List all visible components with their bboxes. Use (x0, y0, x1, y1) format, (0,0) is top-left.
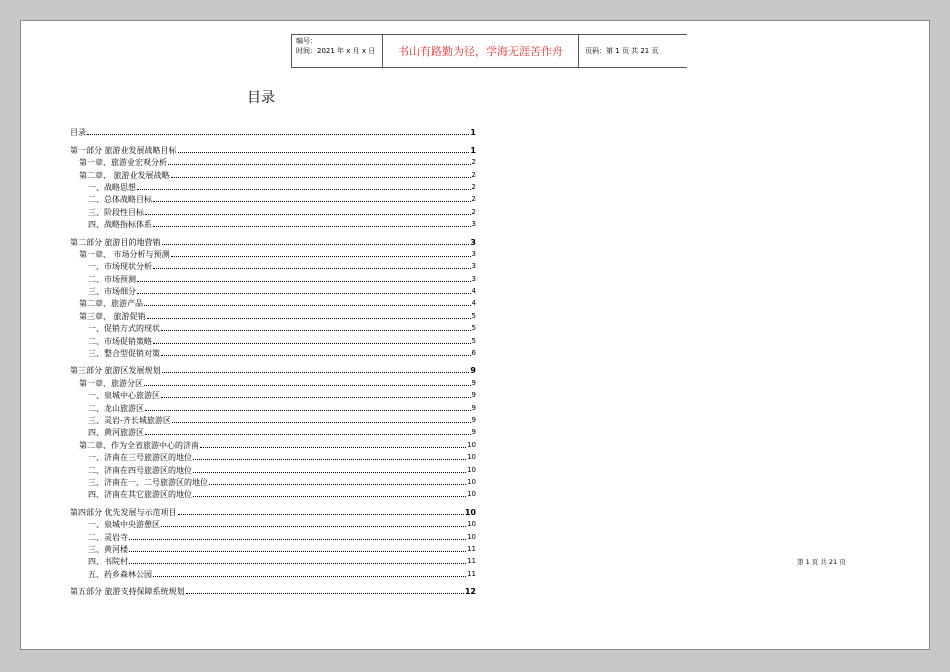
toc-entry-label: 三、市场细分 (88, 287, 136, 297)
toc-entry-label: 三、灵岩-齐长城旅游区 (88, 415, 171, 425)
toc-entry-page: 9 (471, 378, 476, 387)
toc-entry[interactable] (70, 388, 476, 400)
toc-entry[interactable] (70, 180, 476, 192)
toc-entry-label: 第五部分 旅游支持保障系统规划 (70, 587, 185, 597)
toc-entry-page: 11 (467, 557, 476, 566)
toc-entry-page: 10 (467, 440, 476, 449)
toc-entry-page: 10 (467, 453, 476, 462)
toc-leader-dots (178, 152, 470, 153)
toc-entry[interactable] (70, 204, 476, 216)
toc-entry[interactable] (70, 554, 476, 566)
toc-entry-page: 5 (471, 324, 476, 333)
time-label: 时间：2021 年 x 月 x 日 (296, 47, 376, 55)
toc-entry-page: 10 (467, 477, 476, 486)
toc-entry[interactable] (70, 333, 476, 345)
toc-entry[interactable] (70, 125, 476, 137)
toc-leader-dots (129, 551, 466, 552)
toc-entry-label: 第一章、旅游分区 (79, 378, 143, 388)
toc-entry-label: 第一章、旅游业宏观分析 (79, 158, 167, 168)
toc-entry-page: 9 (471, 415, 476, 424)
toc-leader-dots (178, 514, 464, 515)
page-footer: 第 1 页 共 21 页 (797, 558, 846, 566)
header-page-info: 页码：第 1 页 共 21 页 (585, 47, 659, 55)
toc-entry-page: 2 (471, 182, 476, 191)
table-of-contents (70, 125, 476, 596)
toc-entry-label: 一、济南在三号旅游区的地位 (88, 453, 192, 463)
toc-leader-dots (137, 281, 471, 282)
header-motto: 书山有路勤为径，学海无涯苦作舟 (383, 35, 579, 67)
toc-entry[interactable] (70, 296, 476, 308)
toc-leader-dots (145, 410, 471, 411)
toc-entry-page: 10 (464, 507, 476, 517)
toc-leader-dots (161, 355, 471, 356)
toc-leader-dots (153, 201, 471, 202)
toc-entry-page: 2 (471, 207, 476, 216)
toc-entry-label: 第二章、旅游产品 (79, 299, 143, 309)
toc-entry-label: 三、整合型促销对策 (88, 349, 160, 359)
toc-leader-dots (162, 372, 470, 373)
toc-entry-page: 10 (467, 532, 476, 541)
toc-entry[interactable] (70, 284, 476, 296)
toc-leader-dots (161, 526, 466, 527)
toc-entry-page: 3 (471, 220, 476, 229)
toc-entry[interactable] (70, 259, 476, 271)
toc-leader-dots (171, 177, 471, 178)
toc-entry-label: 二、市场预测 (88, 274, 136, 284)
toc-entry[interactable] (70, 167, 476, 179)
toc-entry-label: 三、阶段性目标 (88, 207, 144, 217)
toc-entry[interactable] (70, 437, 476, 449)
toc-entry-page: 9 (471, 391, 476, 400)
toc-entry-page: 5 (471, 336, 476, 345)
toc-entry[interactable] (70, 308, 476, 320)
toc-leader-dots (153, 576, 466, 577)
toc-entry[interactable] (70, 142, 476, 154)
toc-entry[interactable] (70, 234, 476, 246)
toc-leader-dots (144, 385, 471, 386)
toc-entry[interactable] (70, 487, 476, 499)
toc-entry[interactable] (70, 517, 476, 529)
toc-entry-label: 二、济南在四号旅游区的地位 (88, 465, 192, 475)
toc-entry-page: 1 (470, 128, 476, 138)
toc-leader-dots (129, 563, 466, 564)
toc-entry[interactable] (70, 192, 476, 204)
toc-entry[interactable] (70, 504, 476, 516)
toc-entry-page: 4 (471, 299, 476, 308)
toc-leader-dots (145, 214, 471, 215)
toc-entry-label: 四、书院村 (88, 557, 128, 567)
toc-entry-page: 10 (467, 520, 476, 529)
toc-entry-page: 3 (471, 262, 476, 271)
toc-entry[interactable] (70, 475, 476, 487)
toc-entry-page: 2 (471, 170, 476, 179)
toc-entry-label: 第四部分 优先发展与示范项目 (70, 507, 177, 517)
toc-leader-dots (129, 539, 466, 540)
toc-entry-label: 五、药乡森林公园 (88, 569, 152, 579)
toc-entry-page: 11 (467, 569, 476, 578)
toc-entry[interactable] (70, 566, 476, 578)
toc-entry-label: 三、济南在一、二号旅游区的地位 (88, 477, 208, 487)
toc-leader-dots (161, 397, 471, 398)
toc-leader-dots (153, 268, 471, 269)
toc-entry-page: 12 (464, 587, 476, 597)
toc-entry[interactable] (70, 375, 476, 387)
toc-entry-page: 9 (470, 366, 476, 376)
toc-entry-page: 3 (470, 237, 476, 247)
toc-leader-dots (193, 459, 466, 460)
toc-entry-label: 第二章、 旅游业发展战略 (79, 170, 170, 180)
toc-entry[interactable] (70, 425, 476, 437)
toc-leader-dots (87, 134, 469, 135)
toc-entry[interactable] (70, 413, 476, 425)
toc-entry[interactable] (70, 542, 476, 554)
toc-entry[interactable] (70, 400, 476, 412)
toc-entry-page: 10 (467, 465, 476, 474)
toc-leader-dots (153, 226, 471, 227)
toc-entry-page: 3 (471, 249, 476, 258)
toc-leader-dots (137, 293, 471, 294)
toc-leader-dots (193, 472, 466, 473)
toc-entry-page: 3 (471, 274, 476, 283)
toc-leader-dots (171, 256, 471, 257)
toc-title: 目录 (247, 90, 275, 106)
toc-leader-dots (186, 593, 464, 594)
toc-entry-label: 四、济南在其它旅游区的地位 (88, 490, 192, 500)
toc-leader-dots (172, 422, 471, 423)
toc-entry-label: 二、市场促销策略 (88, 336, 152, 346)
header-meta-cell (291, 35, 383, 67)
toc-leader-dots (161, 330, 471, 331)
toc-entry-label: 第一部分 旅游业发展战略目标 (70, 145, 177, 155)
toc-entry[interactable] (70, 247, 476, 259)
toc-entry-label: 二、总体战略目标 (88, 195, 152, 205)
toc-entry-label: 第二部分 旅游目的地营销 (70, 237, 161, 247)
toc-leader-dots (147, 318, 471, 319)
toc-entry-page: 6 (471, 349, 476, 358)
toc-entry[interactable] (70, 450, 476, 462)
toc-entry[interactable] (70, 217, 476, 229)
toc-leader-dots (153, 343, 471, 344)
toc-leader-dots (144, 305, 471, 306)
toc-entry[interactable] (70, 584, 476, 596)
toc-entry[interactable] (70, 529, 476, 541)
toc-entry[interactable] (70, 462, 476, 474)
toc-leader-dots (168, 164, 471, 165)
toc-entry-label: 一、促销方式的现状 (88, 324, 160, 334)
toc-entry-label: 三、黄河楼 (88, 544, 128, 554)
document-page (20, 20, 930, 650)
toc-entry[interactable] (70, 271, 476, 283)
toc-leader-dots (193, 496, 466, 497)
toc-entry-label: 一、泉城中心旅游区 (88, 391, 160, 401)
page-header (291, 34, 687, 68)
toc-entry-label: 第三章、 旅游促销 (79, 311, 146, 321)
toc-leader-dots (137, 189, 471, 190)
toc-entry-label: 第三部分 旅游区发展规划 (70, 366, 161, 376)
toc-entry[interactable] (70, 363, 476, 375)
toc-leader-dots (162, 244, 470, 245)
toc-entry[interactable] (70, 346, 476, 358)
toc-entry-label: 二、灵岩寺 (88, 532, 128, 542)
toc-entry[interactable] (70, 155, 476, 167)
toc-entry-page: 5 (471, 311, 476, 320)
toc-entry-page: 11 (467, 544, 476, 553)
toc-entry-label: 目录 (70, 128, 86, 138)
toc-entry-label: 四、战略指标体系 (88, 220, 152, 230)
toc-entry-page: 10 (467, 490, 476, 499)
toc-entry-page: 9 (471, 428, 476, 437)
toc-leader-dots (145, 434, 471, 435)
toc-entry-label: 一、泉城中央游憩区 (88, 520, 160, 530)
toc-entry-label: 一、战略思想 (88, 182, 136, 192)
toc-leader-dots (209, 484, 466, 485)
toc-entry-page: 2 (471, 158, 476, 167)
toc-entry-label: 二、龙山旅游区 (88, 403, 144, 413)
toc-entry-label: 一、市场现状分析 (88, 262, 152, 272)
toc-entry-page: 2 (471, 195, 476, 204)
toc-entry-label: 第二章、作为全省旅游中心的济南 (79, 440, 199, 450)
toc-entry-page: 9 (471, 403, 476, 412)
toc-entry-label: 第一章、 市场分析与预测 (79, 249, 170, 259)
toc-entry-label: 四、黄河旅游区 (88, 428, 144, 438)
number-label: 编号： (296, 37, 317, 45)
toc-entry-page: 4 (471, 287, 476, 296)
toc-entry[interactable] (70, 321, 476, 333)
toc-leader-dots (200, 447, 466, 448)
toc-entry-page: 1 (470, 145, 476, 155)
